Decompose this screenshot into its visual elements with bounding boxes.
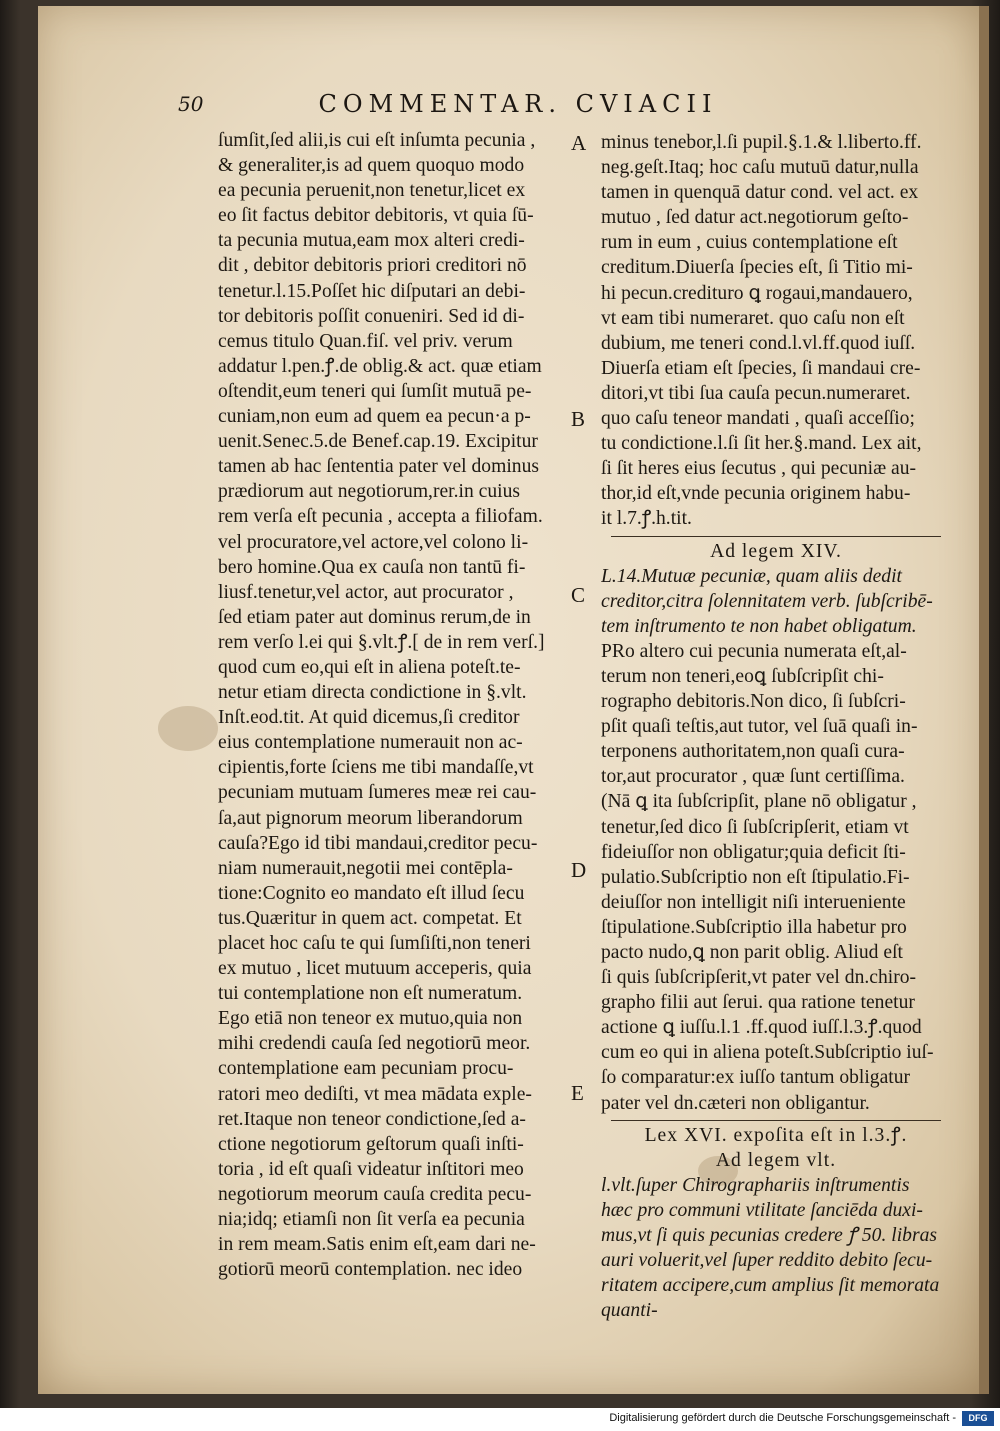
text-line: neg.geſt.Itaq; hoc caſu mutuū datur,nulla <box>601 157 919 179</box>
text-line: tem inſtrumento te non habet obligatum. <box>601 615 917 637</box>
text-line: ſi ſit heres eius ſecutus , qui pecuniæ au- <box>601 458 917 480</box>
text-line: tenetur.l.15.Poſſet hic diſputari an debi- <box>218 280 526 302</box>
text-line: rum in eum , cuius contemplatione eſt <box>601 232 898 254</box>
text-line: tenetur,ſed dico ſi ſubſcripſerit, etiam vt <box>601 816 909 838</box>
right-top-block <box>601 130 951 532</box>
text-line: ctione negotiorum geſtorum quaſi inſti- <box>218 1133 524 1155</box>
text-line: L.14.Mutuæ pecuniæ, quam aliis dedit <box>601 565 902 587</box>
text-line: ſa,aut pignorum meorum liberandorum <box>218 807 523 829</box>
text-line: netur etiam directa condictione in §.vlt. <box>218 682 527 704</box>
text-line: Inſt.eod.tit. At quid dicemus,ſi creditor <box>218 707 520 729</box>
text-line: grapho filii aut ſerui. qua ratione tenetur <box>601 992 915 1014</box>
text-line: addatur l.pen.ꝭ.de oblig.& act. quæ etiam <box>218 355 542 377</box>
section-rule <box>611 1120 941 1121</box>
text-line: ret.Itaque non teneor condictione,ſed a- <box>218 1108 526 1130</box>
text-line: uenit.Senec.5.de Benef.cap.19. Excipitur <box>218 431 538 453</box>
text-line: cipientis,forte ſciens me tibi mandaſſe,vt <box>218 757 534 779</box>
text-line: PRo altero cui pecunia numerata eſt,al- <box>601 640 907 662</box>
text-line: nia;idq; etiamſi non ſit verſa ea pecunia <box>218 1209 525 1231</box>
text-line: dubium, me teneri cond.l.vl.ff.quod iuſſ. <box>601 332 916 354</box>
text-line: contemplatione eam pecuniam procu- <box>218 1058 514 1080</box>
text-line: ratori meo dediſti, vt mea mādata exple- <box>218 1083 532 1105</box>
running-title: COMMENTAR. CVIACII <box>318 90 718 118</box>
funding-note: Digitalisierung gefördert durch die Deutsche Forschungsgemeinschaft - <box>609 1412 956 1424</box>
text-line: dit , debitor debitoris priori creditori nō <box>218 255 527 277</box>
dfg-logo: DFG <box>962 1411 994 1426</box>
text-line: ſo comparatur:ex iuſſo tantum obligatur <box>601 1067 911 1089</box>
text-line: placet hoc caſu te qui ſumſiſti,non teneri <box>218 933 531 954</box>
text-line: ex mutuo , licet mutuum acceperis, quia <box>218 958 532 980</box>
text-line: quo caſu teneor mandati , quaſi acceſſio; <box>601 408 915 430</box>
text-line: gotiorū meorū contemplation. nec ideo <box>218 1259 523 1281</box>
text-line: cemus titulo Quan.fiſ. vel priv. verum <box>218 330 513 352</box>
text-line: ditori,vt tibi ſua cauſa pecun.numeraret. <box>601 382 911 404</box>
text-line: pecuniam mutuam ſumeres meæ rei cau- <box>218 782 537 804</box>
text-line: l.vlt.ſuper Chirographariis inſtrumentis <box>601 1174 910 1196</box>
text-line: tus.Quæritur in quem act. competat. Et <box>218 907 522 929</box>
commentary-xiv <box>601 639 951 1116</box>
text-line: mutuo , ſed datur act.negotiorum geſto- <box>601 207 909 229</box>
text-line: ſtipulatione.Subſcriptio illa habetur pro <box>601 916 907 938</box>
margin-letter: E <box>571 1081 584 1105</box>
text-line: minus tenebor,l.ſi pupil.§.1.& l.liberto.ff. <box>601 132 922 153</box>
text-line: tor,aut procurator , quæ ſunt certiſſima. <box>601 766 905 788</box>
running-head <box>178 92 818 126</box>
text-line: fideiuſſor non obligatur;quia deficit ſti- <box>601 841 906 863</box>
text-line: (Nā ꝗ ita ſubſcripſit, plane nō obligatur , <box>601 791 917 813</box>
text-line: deiuſſor non intelligit niſi interueniente <box>601 891 906 913</box>
text-line: tione:Cognito eo mandato eſt illud ſecu <box>218 882 525 904</box>
text-line: ſumſit,ſed alii,is cui eſt inſumta pecunia , <box>218 130 536 151</box>
text-line: ſi quis ſubſcripſerit,vt pater vel dn.chiro- <box>601 967 917 989</box>
text-line: ea pecunia peruenit,non tenetur,licet ex <box>218 180 526 202</box>
text-line: tu condictione.l.ſi ſit her.§.mand. Lex ait, <box>601 433 922 455</box>
text-line: terponens authoritatem,non quaſi cura- <box>601 741 905 763</box>
margin-letter: A <box>571 131 587 155</box>
text-line: pulatio.Subſcriptio non eſt ſtipulatio.Fi- <box>601 866 910 888</box>
text-line: pſit quaſi teſtis,aut tutor, vel ſuā quaſi in- <box>601 716 918 738</box>
text-line: liusf.tenetur,vel actor, aut procurator , <box>218 581 514 603</box>
text-line: mus,vt ſi quis pecunias credere ꝭ 50. libras <box>601 1225 937 1247</box>
text-line: actione ꝗ iuſſu.l.1 .ff.quod iuſſ.l.3.ꝭ.quod <box>601 1017 922 1039</box>
text-line: pacto nudo,ꝗ non parit oblig. Aliud eſt <box>601 942 903 963</box>
text-line: terum non teneri,eoꝗ ſubſcripſit chi- <box>601 665 884 687</box>
text-line: ritatem accipere,cum amplius ſit memorata <box>601 1275 940 1297</box>
text-line: rem verſo l.ei qui §.vlt.ꝭ.[ de in rem verſ.] <box>218 631 545 653</box>
text-line: hi pecun.credituro ꝗ rogaui,mandauero, <box>601 282 913 304</box>
text-line: vt eam tibi numeraret. quo caſu non eſt <box>601 307 905 329</box>
text-line: negotiorum meorum cauſa credita pecu- <box>218 1183 532 1205</box>
text-line: quanti- <box>601 1300 658 1322</box>
lex-vlt-text <box>601 1173 951 1324</box>
margin-letter: D <box>571 858 587 882</box>
text-line: niam numerauit,negotii mei contēpla- <box>218 857 513 879</box>
text-line: hæc pro communi vtilitate ſanciēda duxi- <box>601 1199 923 1221</box>
text-line: & generaliter,is ad quem quoquo modo <box>218 155 525 177</box>
section-heading-xiv: Ad legem XIV. <box>710 540 842 562</box>
margin-letter: C <box>571 583 586 607</box>
text-line: thor,id eſt,vnde pecunia originem habu- <box>601 483 911 505</box>
text-line: cuniam,non eum ad quem ea pecun·a p- <box>218 406 531 428</box>
margin-letter: B <box>571 407 586 431</box>
text-line: tui contemplatione non eſt numeratum. <box>218 983 523 1005</box>
text-line: tamen ab hac ſententia pater vel dominus <box>218 456 540 478</box>
text-line: eius contemplatione numerauit non ac- <box>218 732 523 754</box>
digitization-footer <box>0 1408 1000 1431</box>
text-line: cum eo qui in aliena poteſt.Subſcriptio iuſ- <box>601 1042 934 1064</box>
text-line: bero homine.Qua ex cauſa non tantū fi- <box>218 556 526 578</box>
page-number: 50 <box>178 92 204 116</box>
right-column <box>601 130 951 1323</box>
text-line: rographo debitoris.Non dico, ſi ſubſcri- <box>601 691 906 713</box>
text-line: oſtendit,eum teneri qui ſumſit mutuā pe- <box>218 380 532 402</box>
text-line: mihi credendi cauſa ſed negotiorū meor. <box>218 1033 531 1055</box>
text-line: vel procuratore,vel actore,vel colono li- <box>218 531 529 553</box>
text-line: creditor,citra ſolennitatem verb. ſubſcribē- <box>601 590 933 612</box>
lex-xiv-text <box>601 564 951 639</box>
text-line: auri voluerit,vel ſuper reddito debito ſecu- <box>601 1250 933 1272</box>
foxing-spot <box>158 706 218 751</box>
text-line: in rem meam.Satis enim eſt,eam dari ne- <box>218 1234 536 1256</box>
text-line: creditum.Diuerſa ſpecies eſt, ſi Titio mi- <box>601 257 913 279</box>
text-line: prædiorum aut negotiorum,rer.in cuius <box>218 481 521 503</box>
text-line: ſed etiam pater aut dominus rerum,de in <box>218 606 531 628</box>
text-line: quod cum eo,qui eſt in aliena poteſt.te- <box>218 656 521 678</box>
text-line: rem verſa eſt pecunia , accepta a filiofam. <box>218 506 543 528</box>
text-line: toria , id eſt quaſi videatur inſtitori meo <box>218 1158 524 1180</box>
text-line: eo ſit factus debitor debitoris, vt quia ſū- <box>218 205 534 227</box>
page-edge <box>979 6 989 1394</box>
text-line: pater vel dn.cæteri non obligantur. <box>601 1092 870 1114</box>
text-line: cauſa?Ego id tibi mandaui,creditor pecu- <box>218 832 538 854</box>
text-line: ta pecunia mutua,eam mox alteri credi- <box>218 230 525 252</box>
text-line: tamen in quenquā datur cond. vel act. ex <box>601 182 919 204</box>
text-line: it l.7.ꝭ.h.tit. <box>601 508 692 530</box>
text-line: tor debitoris poſſit conueniri. Sed id di- <box>218 305 525 327</box>
text-line: Ego etiā non teneor ex mutuo,quia non <box>218 1008 523 1030</box>
section-heading-xvi: Lex XVI. expoſita eſt in l.3.ꝭ. <box>644 1124 908 1146</box>
section-rule <box>611 536 941 537</box>
text-line: Diuerſa etiam eſt ſpecies, ſi mandaui cre- <box>601 357 921 379</box>
section-heading-vlt: Ad legem vlt. <box>715 1149 837 1171</box>
left-column <box>218 128 568 1282</box>
